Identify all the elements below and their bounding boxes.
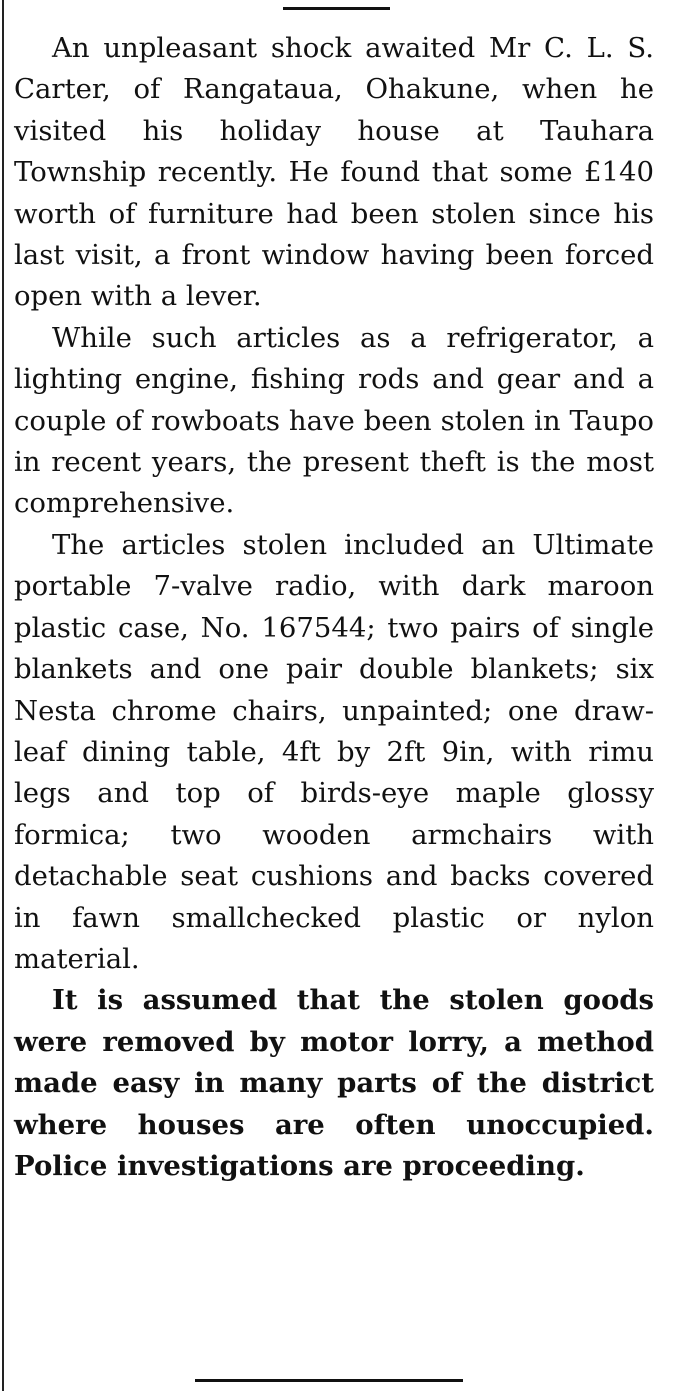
bottom-separator-rule	[195, 1379, 463, 1382]
article-paragraph-1: An unpleasant shock awaited Mr C. L. S. Carter, of Rangataua, Ohakune, when he visited his holiday house at Tauhara Township recently. He found that some £140 worth of furniture had been stolen since his last visit, a front window having been forced open with a lever.	[14, 32, 654, 313]
column-rule-left	[2, 0, 4, 1391]
article-body	[14, 28, 654, 1187]
top-separator-rule	[283, 7, 390, 10]
article-paragraph-4: It is assumed that the stolen goods were removed by motor lorry, a method made easy in many parts of the district where houses are often unoccupied. Police investigations are proceeding.	[14, 984, 654, 1182]
article-paragraph-2: While such articles as a refrigerator, a lighting engine, fishing rods and gear and a couple of rowboats have been stolen in Taupo in recent years, the present theft is the most comprehensive.	[14, 321, 654, 520]
article-paragraph-3: The articles stolen included an Ultimate portable 7-valve radio, with dark maroon plastic case, No. 167544; two pairs of single blankets and one pair double blankets; six Nesta chrome chairs, unpainted; one drawleaf dining table, 4ft by 2ft 9in, with rimu legs and top of birds-eye maple glossy formica; two wooden armchairs with detachable seat cushions and backs covered in fawn smallchecked plastic or nylon material.	[14, 528, 654, 975]
